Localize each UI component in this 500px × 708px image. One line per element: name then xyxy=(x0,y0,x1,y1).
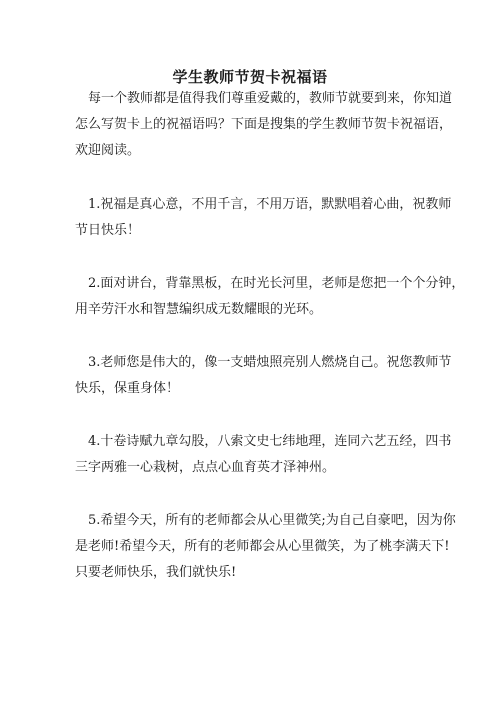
text-line: 欢迎阅读。 xyxy=(75,143,141,158)
text-line: 用辛劳汗水和智慧编织成无数耀眼的光环。 xyxy=(75,302,323,317)
blessing-item-1 xyxy=(75,192,452,244)
text-line: 3.老师您是伟大的，像一支蜡烛照亮别人燃烧自己。祝您教师节 xyxy=(88,355,452,370)
text-line: 节日快乐！ xyxy=(75,223,141,238)
page-title: 学生教师节贺卡祝福语 xyxy=(172,68,328,86)
intro-paragraph xyxy=(75,86,453,164)
text-line: 怎么写贺卡上的祝福语吗？下面是搜集的学生教师节贺卡祝福语， xyxy=(75,117,453,132)
text-line: 5.希望今天，所有的老师都会从心里微笑;为自己自豪吧，因为你 xyxy=(88,513,456,528)
text-line: 2.面对讲台，背靠黑板，在时光长河里，老师是您把一个个分钟， xyxy=(88,276,465,291)
blessing-item-2 xyxy=(75,271,465,323)
blessing-item-4 xyxy=(75,429,452,481)
blessing-item-5 xyxy=(75,508,456,586)
blessing-item-3 xyxy=(75,350,452,402)
text-line: 4.十卷诗赋九章勾股，八索文史七纬地理，连同六艺五经，四书 xyxy=(88,434,452,449)
text-line: 三字两雅一心栽树，点点心血育英才泽神州。 xyxy=(75,460,336,475)
text-line: 快乐，保重身体！ xyxy=(75,381,180,396)
text-line: 是老师!希望今天，所有的老师都会从心里微笑，为了桃李满天下! xyxy=(75,539,450,554)
text-line: 每一个教师都是值得我们尊重爱戴的，教师节就要到来，你知道 xyxy=(88,91,453,106)
text-line: 只要老师快乐，我们就快乐! xyxy=(75,565,237,580)
text-line: 1.祝福是真心意，不用千言，不用万语，默默唱着心曲，祝教师 xyxy=(88,197,452,212)
